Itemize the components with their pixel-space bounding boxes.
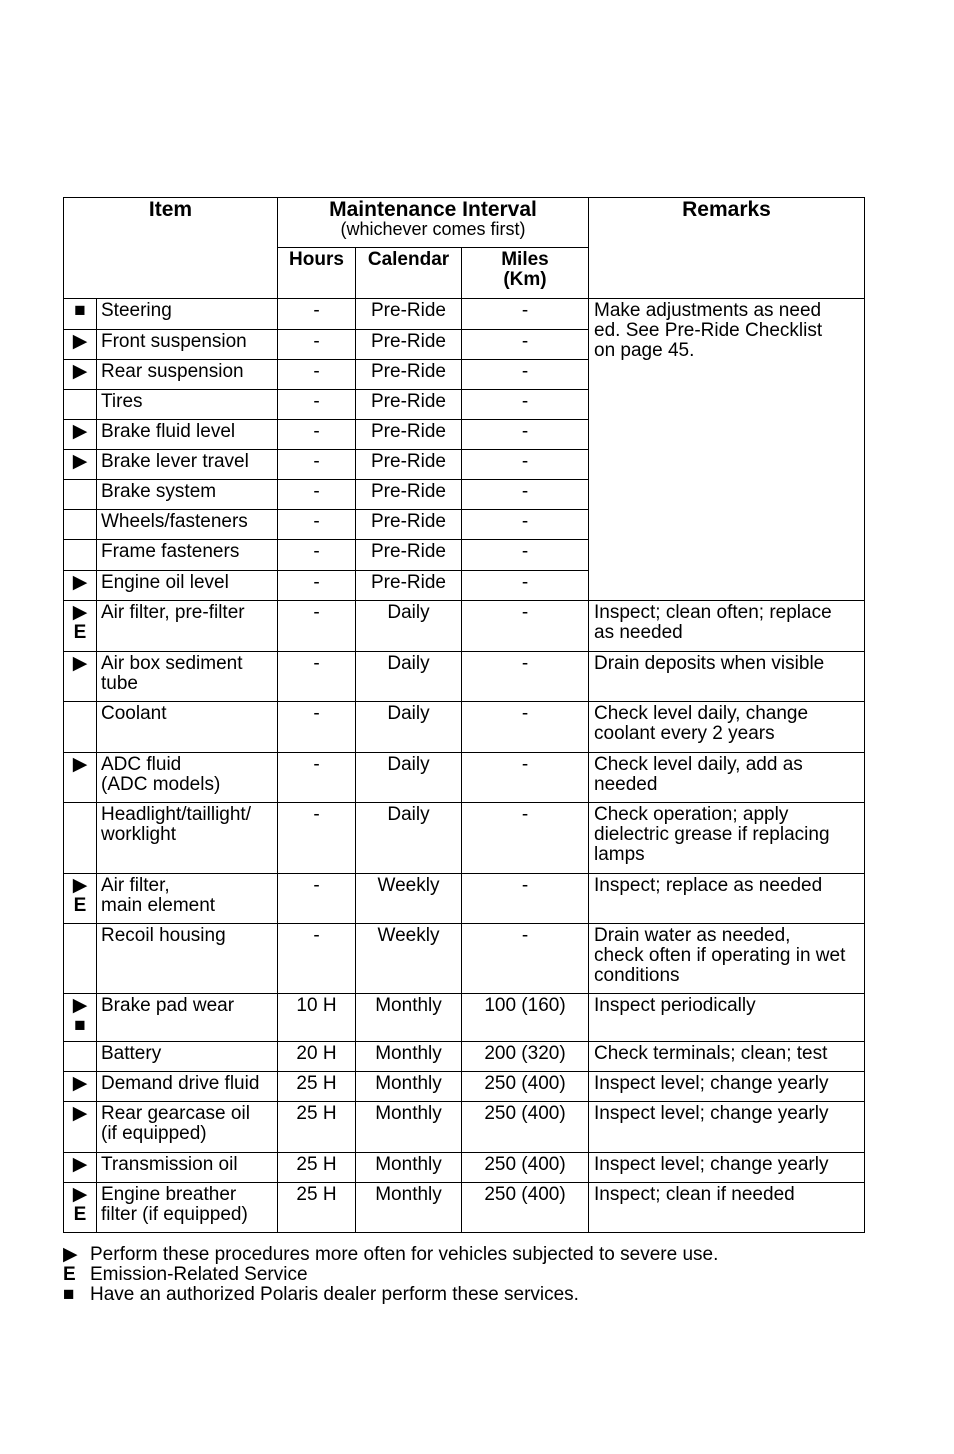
emission-mark: E <box>73 622 87 643</box>
emission-mark: E <box>73 895 87 916</box>
row-calendar: Monthly <box>356 1072 462 1102</box>
row-hours: - <box>278 390 356 420</box>
row-symbol <box>64 803 97 874</box>
header-hours <box>278 248 356 299</box>
row-calendar: Pre-Ride <box>356 510 462 540</box>
severe-use-icon: ▶ <box>72 331 88 352</box>
row-item: Battery <box>97 1042 278 1072</box>
row-miles: - <box>462 702 589 753</box>
maintenance-table <box>63 197 865 1233</box>
row-calendar: Monthly <box>356 1042 462 1072</box>
legend-item <box>63 1245 883 1265</box>
header-miles-label: Miles (Km) <box>501 249 549 290</box>
table-row <box>64 1072 865 1102</box>
severe-use-icon: ▶ <box>72 451 88 472</box>
row-item: Air filter, pre-filter <box>97 601 278 652</box>
row-hours: - <box>278 360 356 390</box>
row-item: Steering <box>97 299 278 330</box>
table-row <box>64 601 865 652</box>
row-calendar: Monthly <box>356 1153 462 1183</box>
header-interval <box>278 198 589 248</box>
row-remarks: Check terminals; clean; test <box>589 1042 865 1072</box>
header-remarks-label: Remarks <box>682 198 771 221</box>
row-item: Engine oil level <box>97 571 278 601</box>
row-hours: - <box>278 330 356 360</box>
row-calendar: Pre-Ride <box>356 480 462 510</box>
row-hours: - <box>278 753 356 803</box>
table-header <box>64 198 865 299</box>
row-symbol <box>64 299 97 330</box>
row-hours: - <box>278 510 356 540</box>
row-miles: 250 (400) <box>462 1153 589 1183</box>
row-miles: - <box>462 330 589 360</box>
row-item: Recoil housing <box>97 924 278 994</box>
row-miles: - <box>462 652 589 702</box>
legend-text: Have an authorized Polaris dealer perform these services. <box>90 1284 579 1305</box>
row-calendar: Pre-Ride <box>356 390 462 420</box>
row-remarks: Drain deposits when visible <box>589 652 865 702</box>
row-symbol <box>64 330 97 360</box>
row-remarks: Make adjustments as need ed. See Pre-Ride Checklist on page 45. <box>589 299 865 601</box>
row-miles: - <box>462 874 589 924</box>
row-symbol <box>64 924 97 994</box>
row-remarks: Check level daily, change coolant every 2 years <box>589 702 865 753</box>
header-item <box>64 198 278 299</box>
header-remarks <box>589 198 865 299</box>
row-item: Rear suspension <box>97 360 278 390</box>
row-hours: - <box>278 601 356 652</box>
row-symbol <box>64 1102 97 1153</box>
row-item: Air box sediment tube <box>97 652 278 702</box>
row-hours: 25 H <box>278 1072 356 1102</box>
legend-item <box>63 1265 883 1285</box>
row-remarks: Inspect periodically <box>589 994 865 1042</box>
row-item: Coolant <box>97 702 278 753</box>
row-miles: - <box>462 480 589 510</box>
row-symbol <box>64 1153 97 1183</box>
row-remarks: Inspect level; change yearly <box>589 1153 865 1183</box>
row-symbol <box>64 450 97 480</box>
row-hours: - <box>278 924 356 994</box>
emission-mark: E <box>63 1264 76 1285</box>
row-symbol <box>64 480 97 510</box>
header-miles <box>462 248 589 299</box>
row-calendar: Daily <box>356 601 462 652</box>
row-miles: 250 (400) <box>462 1072 589 1102</box>
table-row <box>64 924 865 994</box>
table-row <box>64 299 865 330</box>
severe-use-icon: ▶ <box>72 1103 88 1124</box>
row-hours: 10 H <box>278 994 356 1042</box>
severe-use-icon: ▶ <box>72 602 88 623</box>
row-calendar: Pre-Ride <box>356 571 462 601</box>
row-symbol <box>64 1183 97 1233</box>
header-calendar <box>356 248 462 299</box>
row-symbol <box>64 1072 97 1102</box>
row-miles: 250 (400) <box>462 1102 589 1153</box>
row-hours: 25 H <box>278 1153 356 1183</box>
row-calendar: Daily <box>356 702 462 753</box>
row-symbol <box>64 360 97 390</box>
table-row <box>64 874 865 924</box>
row-symbol <box>64 1042 97 1072</box>
row-hours: 20 H <box>278 1042 356 1072</box>
table-body <box>64 299 865 1233</box>
row-item: Brake pad wear <box>97 994 278 1042</box>
row-miles: 100 (160) <box>462 994 589 1042</box>
row-symbol <box>64 540 97 571</box>
row-calendar: Monthly <box>356 1102 462 1153</box>
row-hours: - <box>278 450 356 480</box>
row-symbol <box>64 510 97 540</box>
row-item: Brake lever travel <box>97 450 278 480</box>
severe-use-icon: ▶ <box>72 1154 88 1175</box>
severe-use-icon: ▶ <box>72 995 88 1016</box>
row-symbol <box>64 874 97 924</box>
row-symbol <box>64 753 97 803</box>
dealer-service-icon: ■ <box>74 1015 86 1036</box>
severe-use-icon: ▶ <box>72 361 88 382</box>
severe-use-icon: ▶ <box>72 754 88 775</box>
row-miles: - <box>462 510 589 540</box>
row-hours: - <box>278 571 356 601</box>
severe-use-icon: ▶ <box>63 1244 78 1265</box>
row-remarks: Check level daily, add as needed <box>589 753 865 803</box>
row-miles: - <box>462 360 589 390</box>
table-row <box>64 753 865 803</box>
legend <box>63 1245 883 1305</box>
row-item: Demand drive fluid <box>97 1072 278 1102</box>
row-symbol <box>64 571 97 601</box>
row-miles: - <box>462 420 589 450</box>
table-row <box>64 1183 865 1233</box>
emission-mark: E <box>73 1204 87 1225</box>
row-calendar: Monthly <box>356 994 462 1042</box>
row-miles: - <box>462 450 589 480</box>
row-item: Transmission oil <box>97 1153 278 1183</box>
row-remarks: Check operation; apply dielectric grease if replacing lamps <box>589 803 865 874</box>
row-hours: - <box>278 702 356 753</box>
legend-text: Perform these procedures more often for vehicles subjected to severe use. <box>90 1244 719 1265</box>
legend-text: Emission-Related Service <box>90 1264 308 1285</box>
row-miles: 250 (400) <box>462 1183 589 1233</box>
row-calendar: Monthly <box>356 1183 462 1233</box>
row-symbol <box>64 994 97 1042</box>
row-calendar: Pre-Ride <box>356 360 462 390</box>
row-calendar: Pre-Ride <box>356 330 462 360</box>
row-symbol <box>64 390 97 420</box>
row-remarks: Inspect; clean if needed <box>589 1183 865 1233</box>
table-row <box>64 652 865 702</box>
row-remarks: Drain water as needed, check often if operating in wet conditions <box>589 924 865 994</box>
row-item: Front suspension <box>97 330 278 360</box>
row-item: Rear gearcase oil (if equipped) <box>97 1102 278 1153</box>
severe-use-icon: ▶ <box>72 875 88 896</box>
row-hours: - <box>278 803 356 874</box>
severe-use-icon: ▶ <box>72 572 88 593</box>
row-remarks: Inspect; clean often; replace as needed <box>589 601 865 652</box>
severe-use-icon: ▶ <box>72 1073 88 1094</box>
row-remarks: Inspect level; change yearly <box>589 1072 865 1102</box>
header-interval-note: (whichever comes first) <box>340 219 526 239</box>
row-item: Brake system <box>97 480 278 510</box>
row-item: Air filter, main element <box>97 874 278 924</box>
row-calendar: Daily <box>356 652 462 702</box>
header-interval-label: Maintenance Interval <box>329 198 537 221</box>
row-symbol <box>64 652 97 702</box>
row-item: Brake fluid level <box>97 420 278 450</box>
row-hours: - <box>278 540 356 571</box>
row-calendar: Pre-Ride <box>356 540 462 571</box>
severe-use-icon: ▶ <box>72 653 88 674</box>
row-miles: - <box>462 390 589 420</box>
row-hours: 25 H <box>278 1183 356 1233</box>
table-row <box>64 702 865 753</box>
row-miles: - <box>462 601 589 652</box>
header-calendar-label: Calendar <box>367 249 450 270</box>
severe-use-icon: ▶ <box>72 1184 88 1205</box>
legend-item <box>63 1285 883 1305</box>
row-miles: - <box>462 540 589 571</box>
row-symbol <box>64 601 97 652</box>
table-row <box>64 1102 865 1153</box>
table-row <box>64 994 865 1042</box>
row-hours: - <box>278 299 356 330</box>
row-calendar: Daily <box>356 803 462 874</box>
row-item: ADC fluid (ADC models) <box>97 753 278 803</box>
row-miles: - <box>462 753 589 803</box>
table-row <box>64 803 865 874</box>
row-miles: - <box>462 571 589 601</box>
row-remarks: Inspect level; change yearly <box>589 1102 865 1153</box>
row-symbol <box>64 420 97 450</box>
header-hours-label: Hours <box>289 249 344 270</box>
row-miles: - <box>462 803 589 874</box>
row-calendar: Weekly <box>356 924 462 994</box>
row-item: Headlight/taillight/ worklight <box>97 803 278 874</box>
row-hours: - <box>278 874 356 924</box>
row-calendar: Pre-Ride <box>356 450 462 480</box>
table-row <box>64 1042 865 1072</box>
row-miles: - <box>462 299 589 330</box>
dealer-service-icon: ■ <box>74 300 86 321</box>
table-row <box>64 1153 865 1183</box>
row-calendar: Daily <box>356 753 462 803</box>
row-calendar: Pre-Ride <box>356 420 462 450</box>
dealer-service-icon: ■ <box>63 1284 75 1305</box>
row-calendar: Weekly <box>356 874 462 924</box>
row-miles: 200 (320) <box>462 1042 589 1072</box>
severe-use-icon: ▶ <box>72 421 88 442</box>
row-item: Engine breather filter (if equipped) <box>97 1183 278 1233</box>
row-item: Frame fasteners <box>97 540 278 571</box>
row-calendar: Pre-Ride <box>356 299 462 330</box>
row-miles: - <box>462 924 589 994</box>
row-hours: - <box>278 480 356 510</box>
row-remarks: Inspect; replace as needed <box>589 874 865 924</box>
row-item: Tires <box>97 390 278 420</box>
row-symbol <box>64 702 97 753</box>
row-hours: - <box>278 652 356 702</box>
row-hours: - <box>278 420 356 450</box>
header-item-label: Item <box>148 198 193 221</box>
row-hours: 25 H <box>278 1102 356 1153</box>
row-item: Wheels/fasteners <box>97 510 278 540</box>
